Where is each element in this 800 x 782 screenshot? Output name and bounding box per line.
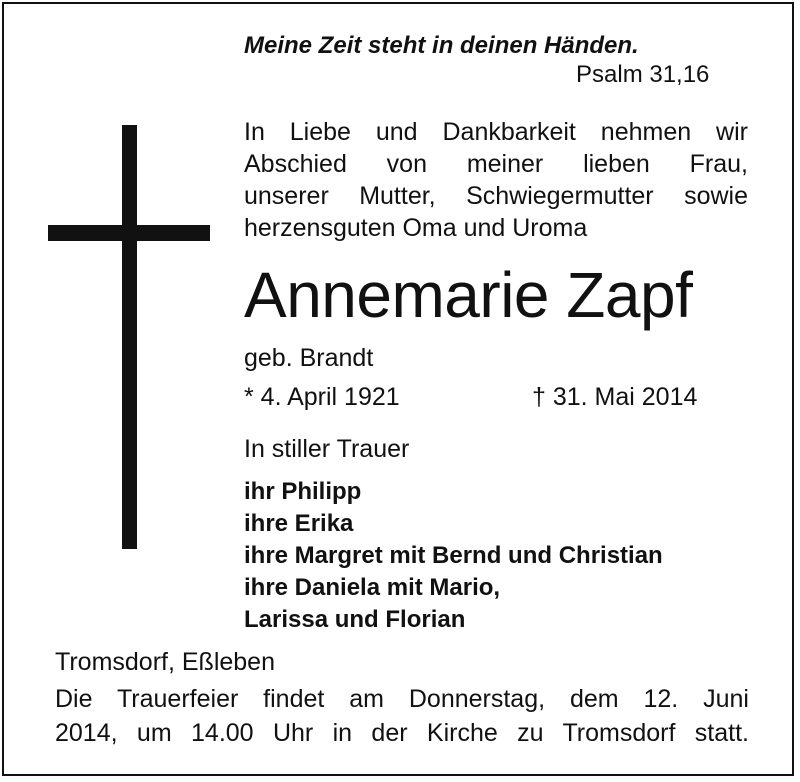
mourner-line: ihre Daniela mit Mario, <box>244 574 501 601</box>
mourner-line: ihre Erika <box>244 510 354 537</box>
mourning-label: In stiller Trauer <box>244 435 410 463</box>
place-line: Tromsdorf, Eßleben <box>55 648 275 676</box>
bible-motto: Meine Zeit steht in deinen Händen. <box>244 32 639 59</box>
maiden-name: geb. Brandt <box>244 344 374 372</box>
death-date: † 31. Mai 2014 <box>532 383 698 411</box>
birth-date: * 4. April 1921 <box>244 383 400 411</box>
intro-line: unserer Mutter, Schwiegermutter sowie <box>244 182 748 210</box>
mourner-line: ihre Margret mit Bernd und Christian <box>244 542 663 569</box>
ceremony-line: 2014, um 14.00 Uhr in der Kirche zu Tromsdorf statt. <box>55 719 749 747</box>
intro-line: In Liebe und Dankbarkeit nehmen wir <box>244 118 748 146</box>
mourners-list <box>244 476 663 636</box>
mourner-line: ihr Philipp <box>244 478 362 505</box>
intro-line: herzensguten Oma und Uroma <box>244 214 588 242</box>
cross-icon <box>122 125 137 549</box>
psalm-reference: Psalm 31,16 <box>576 61 710 88</box>
mourner-line: Larissa und Florian <box>244 606 466 633</box>
deceased-name: Annemarie Zapf <box>244 259 693 331</box>
cross-icon-bar <box>48 225 210 241</box>
ceremony-line: Die Trauerfeier findet am Donnerstag, dem 12. Juni <box>55 685 749 713</box>
intro-text <box>244 116 748 244</box>
intro-line: Abschied von meiner lieben Frau, <box>244 150 748 178</box>
ceremony-text <box>55 682 749 750</box>
